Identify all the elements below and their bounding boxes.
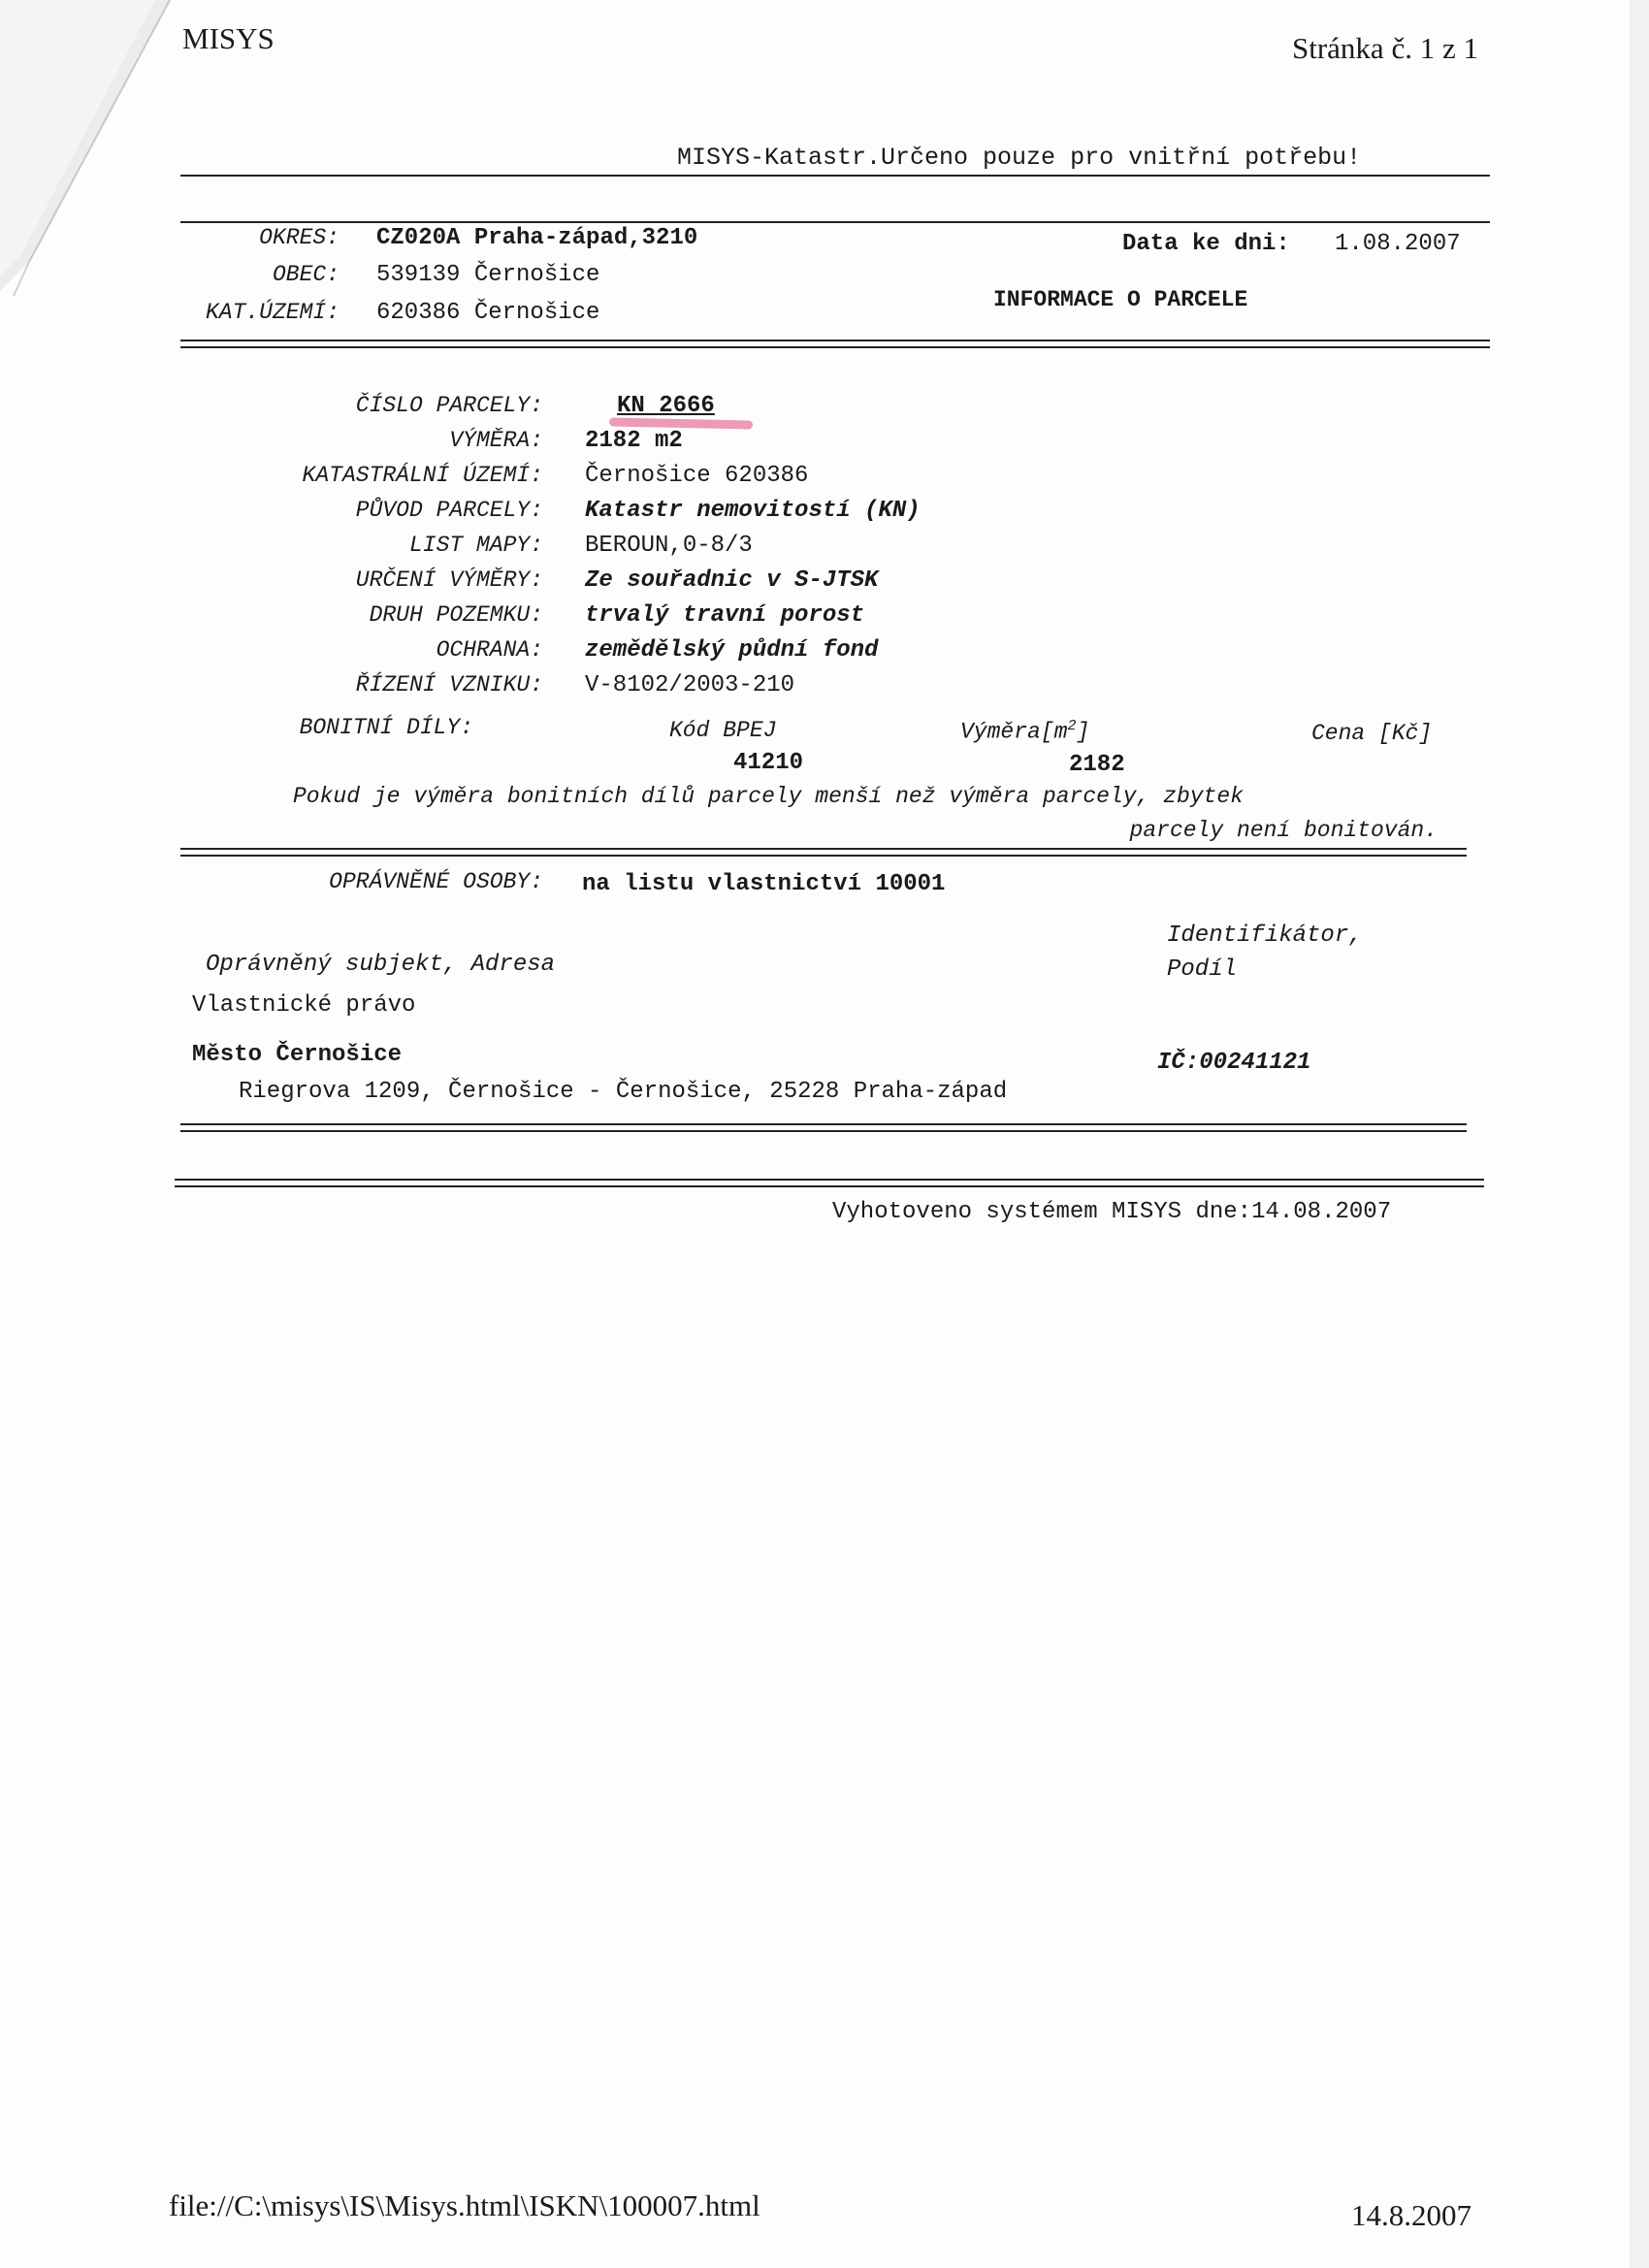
bonitni-note-line1: Pokud je výměra bonitních dílů parcely menší než výměra parcely, zbytek: [293, 784, 1244, 809]
document-title: INFORMACE O PARCELE: [993, 287, 1248, 312]
col-vymera-sup: 2: [1067, 718, 1077, 734]
bonitni-vymera-value: 2182: [1069, 752, 1125, 778]
print-date: 14.8.2007: [1351, 2198, 1471, 2232]
generated-note: Vyhotoveno systémem MISYS dne:14.08.2007: [832, 1199, 1392, 1225]
app-name: MISYS: [182, 21, 275, 55]
owners-value: na listu vlastnictví 10001: [582, 871, 946, 897]
col-vymera-text: Výměra: [960, 719, 1041, 745]
map-sheet-value: BEROUN,0-8/3: [585, 533, 753, 559]
origin-proceedings-value: V-8102/2003-210: [585, 672, 795, 698]
area-determination-label: URČENÍ VÝMĚRY:: [355, 567, 543, 593]
protection-value: zemědělský půdní fond: [585, 637, 879, 664]
col-ident-header-line1: Identifikátor,: [1167, 923, 1363, 949]
cadastral-area-label: KATASTRÁLNÍ ÚZEMÍ:: [302, 463, 543, 488]
area-value: 2182 m2: [585, 428, 683, 454]
obec-label: OBEC:: [272, 262, 340, 287]
col-vymera-header: [960, 718, 1089, 745]
date-label: Data ke dni:: [1122, 231, 1290, 257]
owners-label: OPRÁVNĚNÉ OSOBY:: [329, 869, 543, 894]
date-value: 1.08.2007: [1335, 231, 1461, 257]
divider-owners: [180, 1123, 1467, 1132]
bonitni-note-line2: parcely není bonitován.: [1129, 818, 1438, 843]
divider-footer: [175, 1179, 1484, 1187]
col-subject-header: Oprávněný subjekt, Adresa: [206, 952, 556, 978]
bonitni-label: BONITNÍ DÍLY:: [299, 715, 473, 740]
map-sheet-label: LIST MAPY:: [408, 533, 543, 558]
col-vymera-unit: [m: [1040, 719, 1068, 745]
divider-bonitni: [180, 848, 1467, 857]
parcel-number-label: ČÍSLO PARCELY:: [355, 393, 543, 418]
area-label: VÝMĚRA:: [449, 428, 543, 453]
divider-top: [180, 175, 1490, 177]
internal-notice: MISYS-Katastr.Určeno pouze pro vnitřní potřebu!: [677, 144, 1362, 172]
page-number: Stránka č. 1 z 1: [1292, 31, 1478, 65]
bpej-value: 41210: [733, 750, 804, 776]
right-type: Vlastnické právo: [192, 992, 416, 1019]
parcel-origin-label: PŮVOD PARCELY:: [355, 498, 543, 523]
okres-value: CZ020A Praha-západ,3210: [376, 225, 698, 251]
col-cena-header: Cena [Kč]: [1311, 721, 1433, 746]
col-vymera-close: ]: [1076, 719, 1090, 745]
parcel-number-value: KN 2666: [617, 393, 715, 419]
okres-label: OKRES:: [259, 225, 340, 250]
protection-label: OCHRANA:: [436, 637, 543, 663]
file-path: file://C:\misys\IS\Misys.html\ISKN\100007.html: [169, 2188, 760, 2222]
col-ident-header-line2: Podíl: [1167, 956, 1238, 983]
divider-header-top: [180, 221, 1490, 223]
owner-name: Město Černošice: [192, 1042, 403, 1068]
land-type-label: DRUH POZEMKU:: [369, 602, 543, 628]
land-type-value: trvalý travní porost: [585, 602, 865, 629]
owner-id: IČ:00241121: [1157, 1050, 1311, 1076]
divider-header-bottom: [180, 340, 1490, 348]
cadastral-area-value: Černošice 620386: [585, 463, 809, 489]
kat-uzemi-value: 620386 Černošice: [376, 300, 600, 326]
kat-uzemi-label: KAT.ÚZEMÍ:: [205, 300, 340, 325]
col-bpej-header: Kód BPEJ: [669, 718, 777, 743]
origin-proceedings-label: ŘÍZENÍ VZNIKU:: [355, 672, 543, 697]
area-determination-value: Ze souřadnic v S-JTSK: [585, 567, 879, 594]
owner-address: Riegrova 1209, Černošice - Černošice, 25228 Praha-západ: [239, 1079, 1008, 1105]
parcel-origin-value: Katastr nemovitostí (KN): [585, 498, 921, 524]
obec-value: 539139 Černošice: [376, 262, 600, 288]
